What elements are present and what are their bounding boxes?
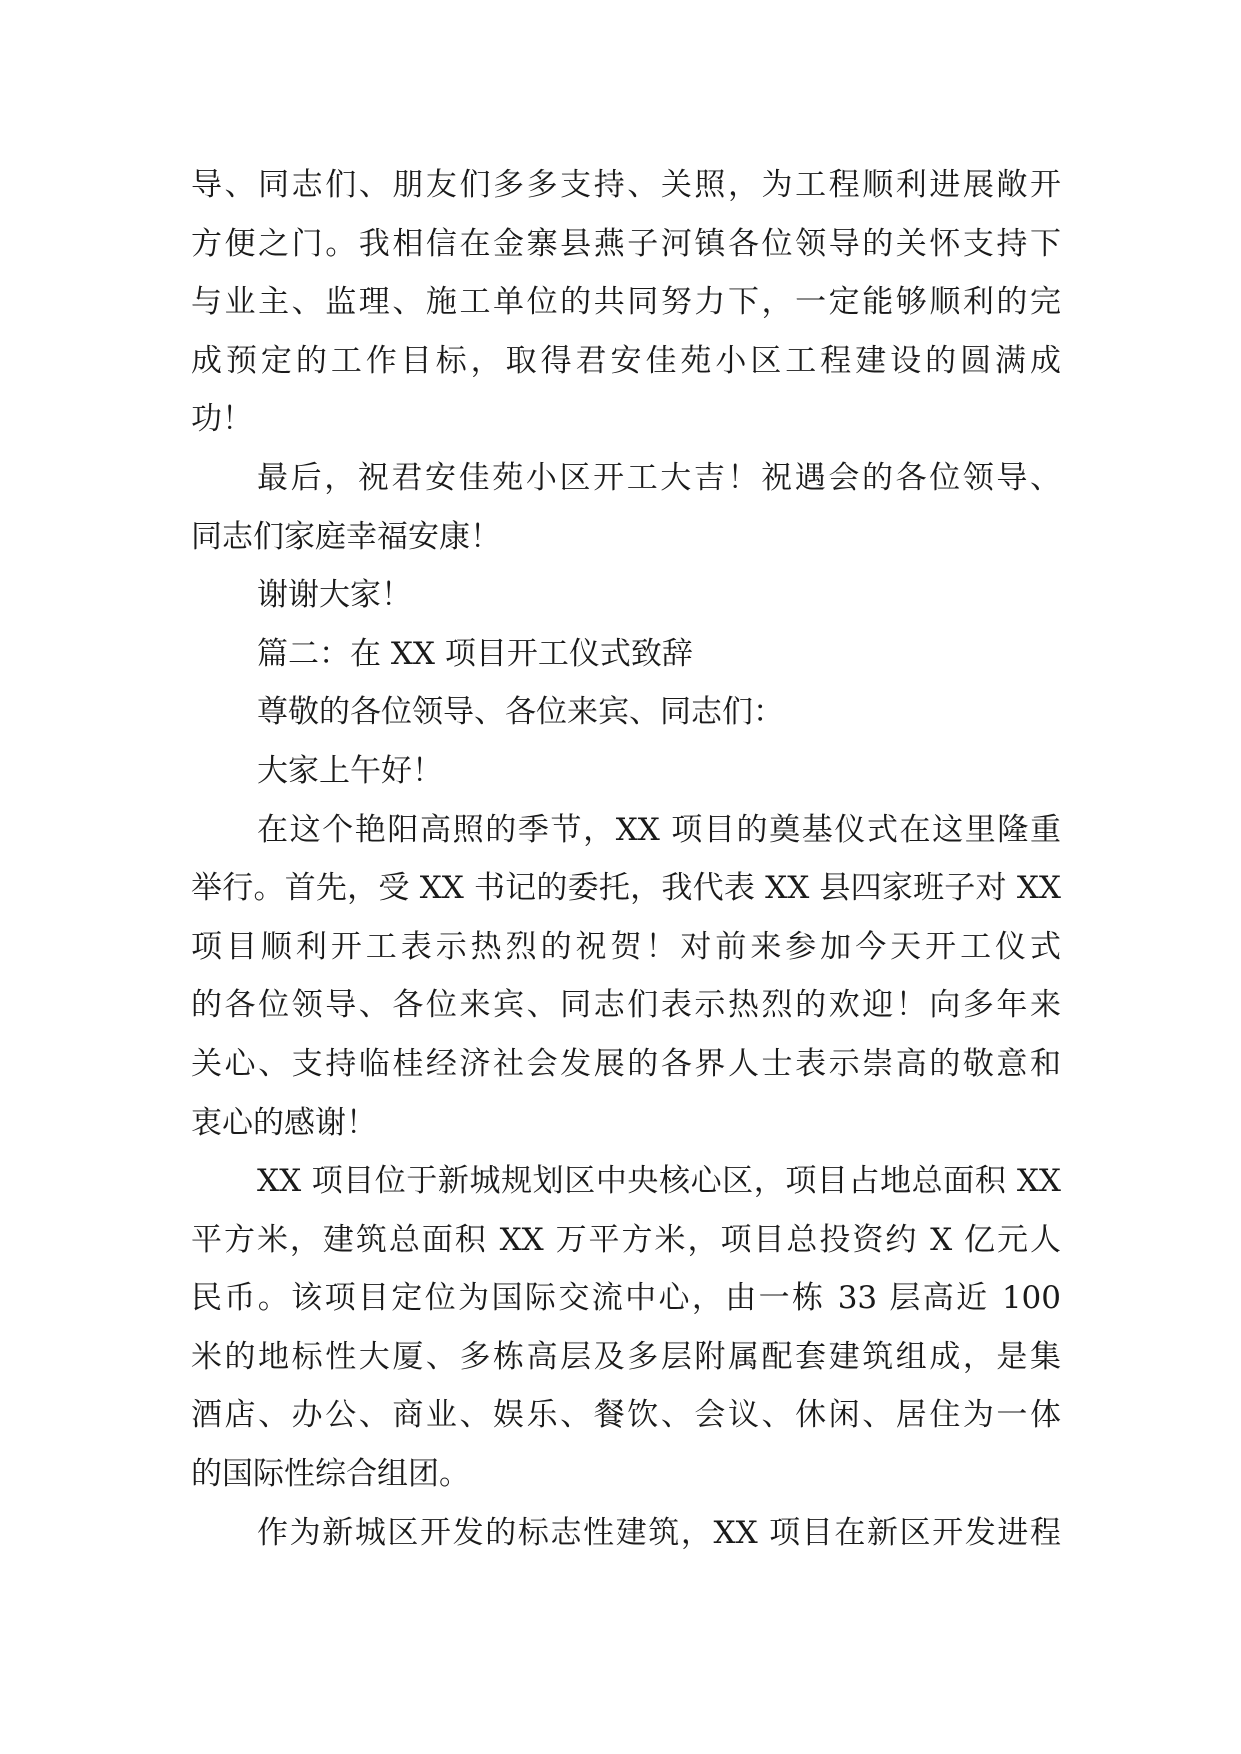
text-line: 导、同志们、朋友们多多支持、关照，为工程顺利进展敞开 — [191, 167, 1061, 203]
text-line: 平方米，建筑总面积 XX 万平方米，项目总投资约 X 亿元人 — [191, 1221, 1061, 1258]
text-line: 成预定的工作目标，取得君安佳苑小区工程建设的圆满成 — [191, 342, 1061, 379]
text-line: 与业主、监理、施工单位的共同努力下，一定能够顺利的完 — [191, 284, 1061, 321]
text-line: 米的地标性大厦、多栋高层及多层附属配套建筑组成，是集 — [191, 1338, 1061, 1375]
text-line: 作为新城区开发的标志性建筑，XX 项目在新区开发进程 — [257, 1514, 1061, 1551]
text-line: 的国际性综合组团。 — [191, 1456, 470, 1493]
text-line: 衷心的感谢！ — [191, 1104, 377, 1141]
document-body — [191, 156, 1061, 1562]
text-line: 民币。该项目定位为国际交流中心，由一栋 33 层高近 100 — [191, 1280, 1061, 1317]
text-line: 方便之门。我相信在金寨县燕子河镇各位领导的关怀支持下 — [191, 225, 1061, 262]
section-heading: 篇二：在 XX 项目开工仪式致辞 — [257, 635, 693, 672]
text-line: 同志们家庭幸福安康！ — [191, 518, 501, 555]
salutation-line: 尊敬的各位领导、各位来宾、同志们： — [257, 694, 784, 731]
text-line: 关心、支持临桂经济社会发展的各界人士表示崇高的敬意和 — [191, 1045, 1061, 1082]
text-line: 项目顺利开工表示热烈的祝贺！对前来参加今天开工仪式 — [191, 928, 1061, 965]
greeting-line: 大家上午好！ — [257, 752, 443, 789]
text-line: 酒店、办公、商业、娱乐、餐饮、会议、休闲、居住为一体 — [191, 1397, 1061, 1434]
text-line: 举行。首先，受 XX 书记的委托，我代表 XX 县四家班子对 XX — [191, 870, 1061, 907]
text-line: 最后，祝君安佳苑小区开工大吉！祝遇会的各位领导、 — [257, 459, 1061, 496]
text-line: 谢谢大家！ — [257, 577, 412, 614]
text-line: 在这个艳阳高照的季节，XX 项目的奠基仪式在这里隆重 — [257, 811, 1061, 848]
text-line: 功！ — [191, 401, 253, 438]
text-line: XX 项目位于新城规划区中央核心区，项目占地总面积 XX — [257, 1163, 1061, 1200]
text-line: 的各位领导、各位来宾、同志们表示热烈的欢迎！向多年来 — [191, 987, 1061, 1024]
